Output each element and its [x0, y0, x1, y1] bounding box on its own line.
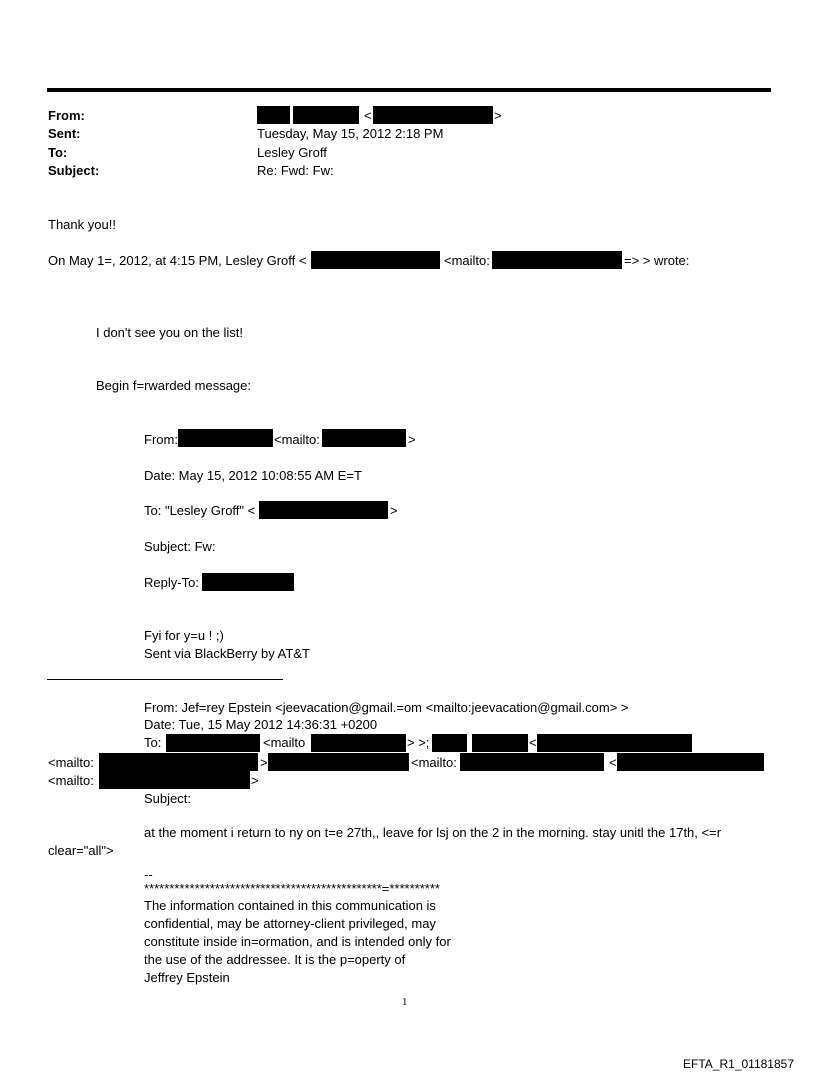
redaction — [202, 573, 294, 591]
fwd1-subject: Subject: Fw: — [144, 539, 216, 554]
redaction — [268, 753, 409, 771]
fwd2-message-line2: clear="all"> — [48, 843, 114, 858]
fwd1-to-prefix: To: "Lesley Groff" < — [144, 503, 256, 518]
redaction — [259, 501, 388, 519]
header-rule — [47, 88, 771, 92]
redaction — [432, 734, 467, 752]
fwd2-gt-b: > — [260, 755, 268, 770]
signature-stars: ***********************************************=********** — [144, 881, 440, 896]
disclaimer-line2: confidential, may be attorney-client privileged, may — [144, 916, 436, 931]
fwd1-sent-via: Sent via BlackBerry by AT&T — [144, 646, 310, 661]
document-id: EFTA_R1_01181857 — [683, 1057, 794, 1071]
to-label: To: — [48, 145, 68, 160]
from-lt: < — [364, 108, 372, 123]
on-suffix: => > wrote: — [624, 253, 690, 268]
disclaimer-line1: The information contained in this communication is — [144, 898, 436, 913]
redaction — [460, 753, 604, 771]
fwd1-reply-to: Reply-To: — [144, 575, 199, 590]
redaction — [617, 753, 764, 771]
fwd1-mailto: <mailto: — [274, 432, 320, 447]
on-prefix: On May 1=, 2012, at 4:15 PM, Lesley Groff < — [48, 253, 307, 268]
to-value: Lesley Groff — [257, 145, 327, 160]
redaction — [537, 734, 692, 752]
redaction — [322, 429, 406, 447]
from-label: From: — [48, 108, 85, 123]
fwd2-mailto-c: <mailto: — [411, 755, 457, 770]
dont-see-text: I don't see you on the list! — [96, 325, 244, 340]
fwd1-from-label: From: — [144, 432, 178, 447]
fwd2-gt-d: > — [251, 773, 259, 788]
fwd2-subject: Subject: — [144, 791, 191, 806]
fwd2-to-label: To: — [144, 735, 162, 750]
fwd2-date: Date: Tue, 15 May 2012 14:36:31 +0200 — [144, 717, 378, 732]
redaction — [311, 251, 440, 269]
redaction — [99, 753, 258, 771]
redaction — [472, 734, 528, 752]
redaction — [311, 734, 406, 752]
signature-dashes: -- — [144, 867, 153, 882]
subject-label: Subject: — [48, 163, 100, 178]
fwd2-mailto-a: <mailto — [263, 735, 306, 750]
redaction — [373, 106, 493, 124]
from-gt: > — [494, 108, 502, 123]
redaction — [99, 771, 250, 789]
fwd2-message-line1: at the moment i return to ny on t=e 27th,, leave for lsj on the 2 in the morning. stay unitl the 17th, <=r — [144, 825, 722, 840]
fwd2-lt-c: < — [609, 755, 617, 770]
sent-value: Tuesday, May 15, 2012 2:18 PM — [257, 126, 444, 141]
redaction — [257, 106, 290, 124]
redaction — [492, 251, 622, 269]
disclaimer-line4: the use of the addressee. It is the p=operty of — [144, 952, 406, 967]
disclaimer-line5: Jeffrey Epstein — [144, 970, 230, 985]
fwd2-mailto-d: <mailto: — [48, 773, 94, 788]
fwd2-sep-a: > >; — [407, 735, 430, 750]
fwd1-fyi: Fyi for y=u ! ;) — [144, 628, 224, 643]
sent-label: Sent: — [48, 126, 81, 141]
fwd1-date: Date: May 15, 2012 10:08:55 AM E=T — [144, 468, 362, 483]
fwd1-to-suffix: > — [390, 503, 398, 518]
redaction — [178, 429, 273, 447]
on-mailto: <mailto: — [444, 253, 490, 268]
redaction — [166, 734, 260, 752]
subject-value: Re: Fwd: Fw: — [257, 163, 334, 178]
disclaimer-line3: constitute inside in=ormation, and is intended only for — [144, 934, 451, 949]
page-number: 1 — [402, 996, 408, 1008]
redaction — [293, 106, 359, 124]
fwd2-from: From: Jef=rey Epstein <jeevacation@gmail.=om <mailto:jeevacation@gmail.com> > — [144, 700, 629, 715]
begin-forwarded-text: Begin f=rwarded message: — [96, 378, 252, 393]
fwd1-gt: > — [408, 432, 416, 447]
thanks-text: Thank you!! — [48, 217, 116, 232]
separator-line — [47, 679, 283, 680]
fwd2-mailto-b: <mailto: — [48, 755, 94, 770]
fwd2-lt: < — [529, 735, 537, 750]
